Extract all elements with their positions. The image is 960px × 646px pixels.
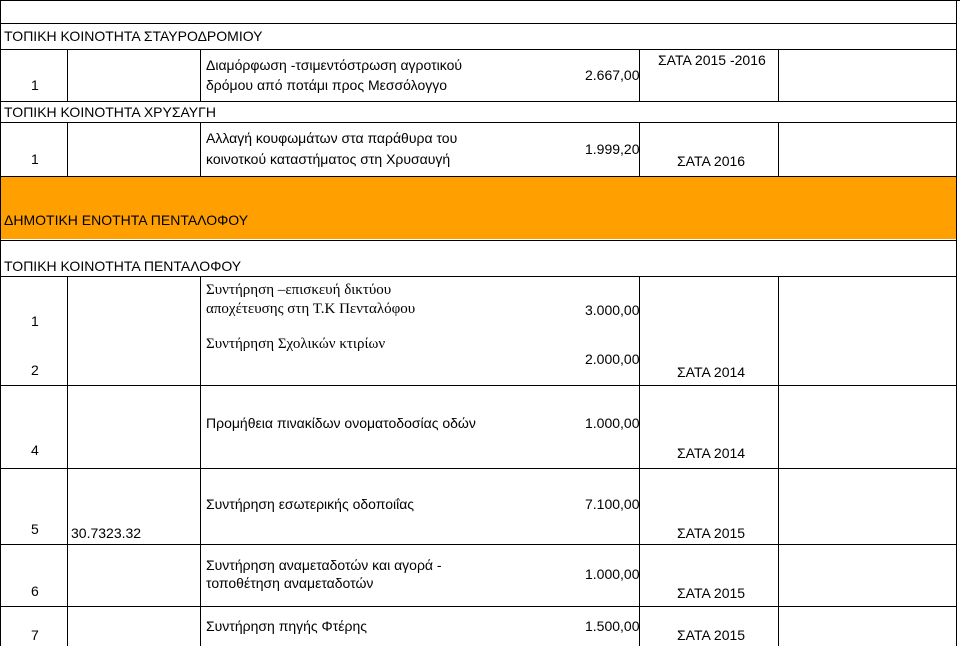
row-description: Συντήρηση –επισκευή δικτύου	[206, 282, 392, 298]
row-funding: ΣΑΤΑ 2015	[677, 525, 746, 541]
row-number: 4	[31, 442, 39, 458]
row-funding: ΣΑΤΑ 2014	[677, 364, 746, 380]
grid-line	[0, 23, 957, 24]
row-funding: ΣΑΤΑ 2016	[677, 153, 746, 169]
grid-line	[0, 0, 1, 646]
grid-line	[0, 49, 957, 50]
row-description: Συντήρηση Σχολικών κτιρίων	[206, 336, 386, 352]
row-number: 1	[31, 151, 39, 167]
row-funding: ΣΑΤΑ 2015 -2016	[658, 52, 766, 68]
grid-line	[0, 122, 957, 123]
grid-line	[0, 0, 960, 1]
row-amount: 2.000,00	[585, 351, 640, 367]
row-amount: 1.000,00	[585, 415, 640, 431]
row-amount: 3.000,00	[585, 302, 640, 318]
row-number: 2	[31, 362, 39, 378]
row-amount: 1.500,00	[585, 618, 640, 634]
section-title: ΤΟΠΙΚΗ ΚΟΙΝΟΤΗΤΑ ΠΕΝΤΑΛΟΦΟΥ	[4, 258, 242, 274]
grid-line	[0, 606, 957, 607]
row-description: αποχέτευσης στη Τ.Κ Πενταλόφου	[206, 301, 416, 317]
row-description: Διαμόρφωση -τσιμεντόστρωση αγροτικού	[206, 57, 463, 73]
row-amount: 1.000,00	[585, 566, 640, 582]
row-code: 30.7323.32	[71, 525, 142, 541]
grid-line	[0, 544, 957, 545]
grid-line	[200, 122, 201, 176]
row-amount: 7.100,00	[585, 496, 640, 512]
row-amount: 1.999,20	[585, 141, 640, 157]
row-description: Συντήρηση αναμεταδοτών και αγορά -	[206, 557, 442, 573]
grid-line	[0, 276, 957, 277]
grid-line	[0, 176, 957, 177]
grid-line	[778, 122, 779, 176]
row-funding: ΣΑΤΑ 2015	[677, 585, 746, 601]
row-number: 5	[31, 521, 39, 537]
row-description: Αλλαγή κουφωμάτων στα παράθυρα του	[206, 130, 458, 146]
grid-line	[639, 276, 640, 646]
row-number: 1	[31, 313, 39, 329]
grid-line	[0, 101, 957, 102]
row-description: κοινοτκού καταστήματος στη Χρυσαυγή	[206, 151, 451, 167]
grid-line	[200, 49, 201, 101]
grid-line	[0, 468, 957, 469]
grid-line	[778, 49, 779, 101]
section-title: ΤΟΠΙΚΗ ΚΟΙΝΟΤΗΤΑ ΧΡΥΣΑΥΓΗ	[4, 104, 216, 120]
grid-line	[67, 49, 68, 101]
grid-line	[67, 122, 68, 176]
row-number: 6	[31, 583, 39, 599]
grid-line	[956, 0, 957, 646]
grid-line	[0, 385, 957, 386]
row-number: 1	[31, 77, 39, 93]
grid-line	[200, 276, 201, 646]
row-funding: ΣΑΤΑ 2015	[677, 627, 746, 643]
section-title: ΤΟΠΙΚΗ ΚΟΙΝΟΤΗΤΑ ΣΤΑΥΡΟΔΡΟΜΙΟΥ	[4, 28, 263, 44]
row-description: Προμήθεια πινακίδων ονοματοδοσίας οδών	[206, 415, 476, 431]
row-number: 7	[31, 627, 39, 643]
section-band	[1, 176, 956, 239]
grid-line	[778, 276, 779, 646]
row-description: Συντήρηση πηγής Φτέρης	[206, 618, 367, 634]
grid-line	[0, 240, 957, 241]
grid-line	[67, 276, 68, 646]
row-amount: 2.667,00	[585, 67, 640, 83]
row-funding: ΣΑΤΑ 2014	[677, 445, 746, 461]
row-description: δρόμου από ποτάμι προς Μεσσόλογγο	[206, 77, 448, 93]
row-description: Συντήρηση εσωτερικής οδοποιΐας	[206, 496, 415, 512]
section-title: ΔΗΜΟΤΙΚΗ ΕΝΟΤΗΤΑ ΠΕΝΤΑΛΟΦΟΥ	[4, 212, 249, 228]
row-description: τοποθέτηση αναμεταδοτών	[206, 575, 374, 591]
